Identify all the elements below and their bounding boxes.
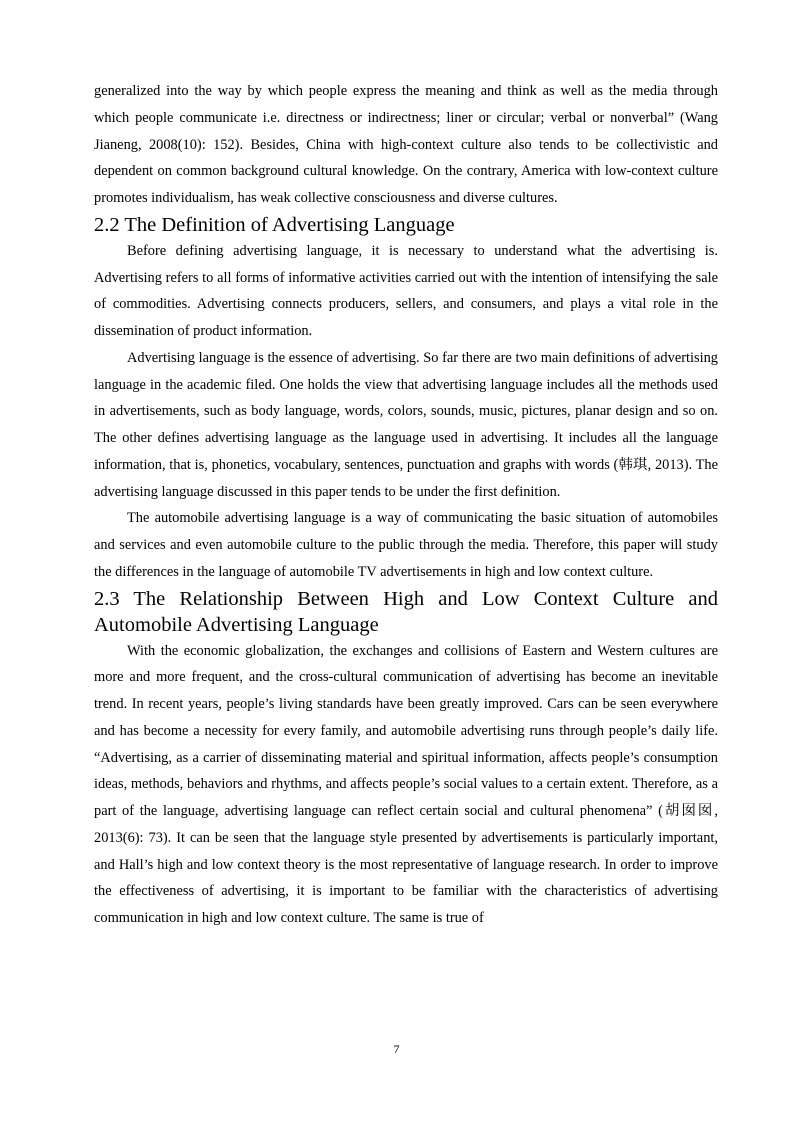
paragraph-advertising-definition: Before defining advertising language, it is necessary to understand what the advertising is. Advertising refers to all forms of informative activities carried out with the intention of intensifying the sale of commodities. Advertising connects producers, sellers, and consumers, and plays a vital role in the dissemination of product information. [94, 242, 718, 339]
page-number: 7 [393, 1042, 400, 1056]
document-body [94, 78, 718, 932]
section-heading-2-2: 2.2 The Definition of Advertising Language [94, 213, 455, 236]
paragraph-advertising-language-essence: Advertising language is the essence of advertising. So far there are two main definitions of advertising language in the academic filed. One holds the view that advertising language includes all the methods used in advertisements, such as body language, words, colors, sounds, music, pictures, planar design and so on. The other defines advertising language as the language used in advertising. It includes all the language information, that is, phonetics, vocabulary, sentences, punctuation and graphs with words (韩琪, 2013). The advertising language discussed in this paper tends to be under the first definition. [94, 349, 718, 500]
section-heading-2-3: 2.3 The Relationship Between High and Low Context Culture and Automobile Advertising Language [94, 587, 718, 636]
paragraph-automobile-advertising: The automobile advertising language is a way of communicating the basic situation of automobiles and services and even automobile culture to the public through the media. Therefore, this paper will study the differences in the language of automobile TV advertisements in high and low context culture. [94, 510, 718, 580]
paragraph-continued: generalized into the way by which people express the meaning and think as well as the media through which people communicate i.e. directness or indirectness; liner or circular; verbal or nonverbal” (Wang Jianeng, 2008(10): 152). Besides, China with high-context culture also tends to be collectivistic and dependent on common background cultural knowledge. On the contrary, America with low-context culture promotes individualism, has weak collective consciousness and diverse cultures. [94, 83, 718, 206]
paragraph-globalization: With the economic globalization, the exchanges and collisions of Eastern and Western cultures are more and more frequent, and the cross-cultural communication of advertising has become an inevitable trend. In recent years, people’s living standards have been greatly improved. Cars can be seen everywhere and has become a necessity for every family, and automobile advertising runs through people’s daily life. “Advertising, as a carrier of disseminating material and spiritual information, affects people’s consumption ideas, methods, behaviors and rhythms, and affects people’s social values to a certain extent. Therefore, as a part of the language, advertising language can reflect certain social and cultural phenomena” (胡囡囡, 2013(6): 73). It can be seen that the language style presented by advertisements is particularly important, and Hall’s high and low context theory is the most representative of language research. In order to improve the effectiveness of advertising, it is important to be familiar with the characteristics of advertising communication in high and low context culture. The same is true of [94, 642, 718, 926]
